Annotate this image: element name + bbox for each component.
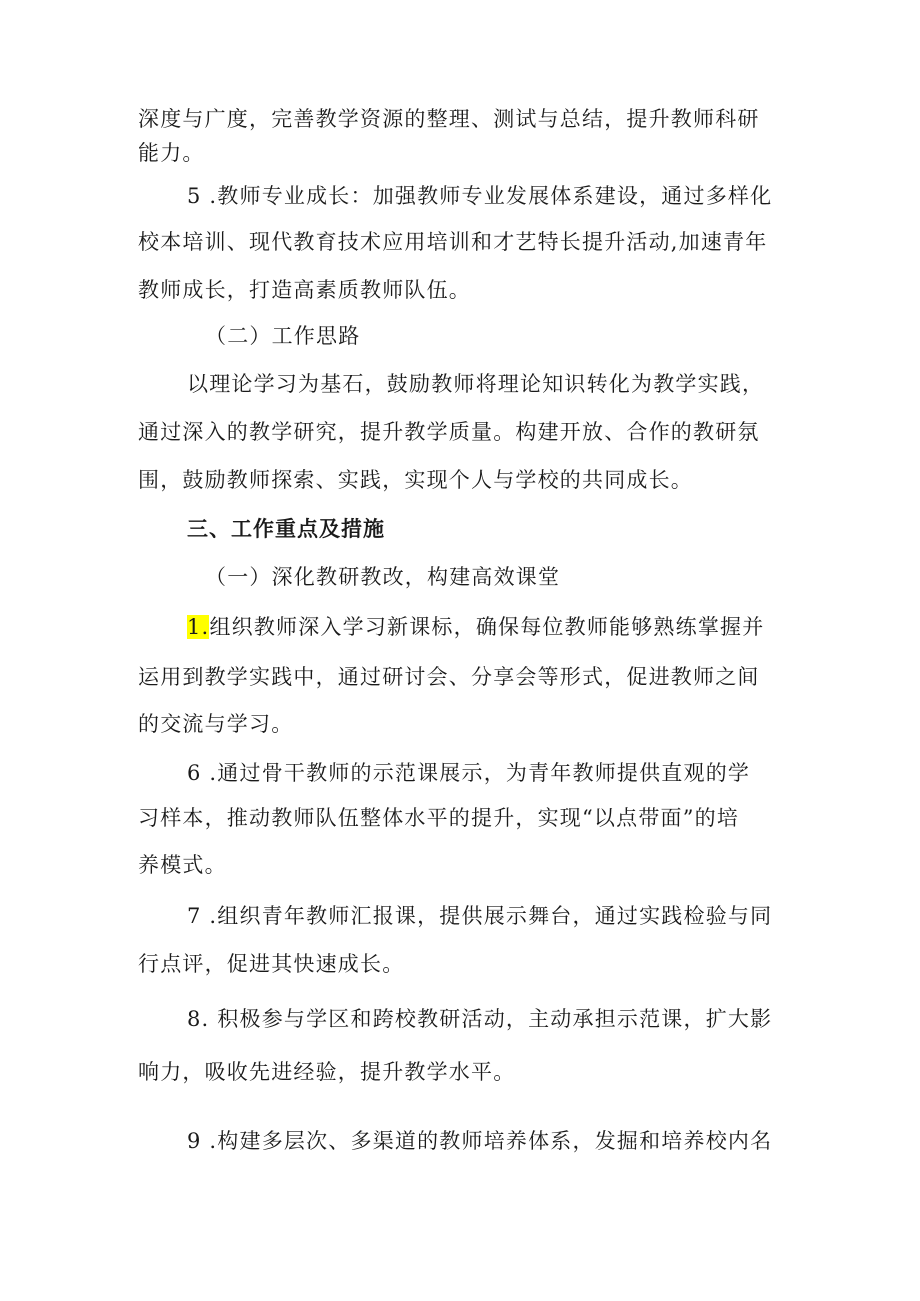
paragraph-line: 能力。 (138, 141, 205, 165)
paragraph-line: 深度与广度，完善教学资源的整理、测试与总结，提升教师科研 (138, 107, 760, 131)
section-heading-key-work: 三、工作重点及措施 (187, 517, 385, 541)
highlighted-number: 1. (187, 615, 210, 639)
paragraph-line: 养模式。 (138, 853, 227, 877)
paragraph-line: 习样本，推动教师队伍整体水平的提升，实现“以点带面”的培 (138, 806, 740, 830)
paragraph-line: 的交流与学习。 (138, 712, 294, 736)
paragraph-line: 运用到教学实践中，通过研讨会、分享会等形式，促进教师之间 (138, 665, 760, 689)
list-item-1-text: 组织教师深入学习新课标，确保每位教师能够熟练掌握并 (209, 615, 765, 639)
list-item-7-line: 7 .组织青年教师汇报课，提供展示舞台，通过实践检验与同 (187, 904, 773, 928)
paragraph-line: 通过深入的教学研究，提升教学质量。构建开放、合作的教研氛 (138, 420, 760, 444)
list-item-5-line: 5 .教师专业成长：加强教师专业发展体系建设，通过多样化 (187, 184, 773, 208)
paragraph-line: 响力，吸收先进经验，提升教学水平。 (138, 1060, 516, 1084)
subheading-work-approach: （二）工作思路 (205, 324, 361, 348)
list-item-9-line: 9 .构建多层次、多渠道的教师培养体系，发掘和培养校内名 (187, 1129, 773, 1153)
paragraph-line: 以理论学习为基石，鼓励教师将理论知识转化为教学实践， (187, 372, 765, 396)
list-item-8-line: 8. 积极参与学区和跨校教研活动，主动承担示范课，扩大影 (187, 1007, 773, 1031)
list-item-6-line: 6 .通过骨干教师的示范课展示，为青年教师提供直观的学 (187, 761, 751, 785)
list-item-1-line (187, 612, 797, 642)
paragraph-line: 围，鼓励教师探索、实践，实现个人与学校的共同成长。 (138, 468, 693, 492)
paragraph-line: 教师成长，打造高素质教师队伍。 (138, 278, 471, 302)
paragraph-line: 行点评，促进其快速成长。 (138, 952, 405, 976)
subheading-deepen-teaching-research: （一）深化教研教改，构建高效课堂 (205, 565, 561, 589)
paragraph-line: 校本培训、现代教育技术应用培训和才艺特长提升活动,加速青年 (138, 230, 768, 254)
